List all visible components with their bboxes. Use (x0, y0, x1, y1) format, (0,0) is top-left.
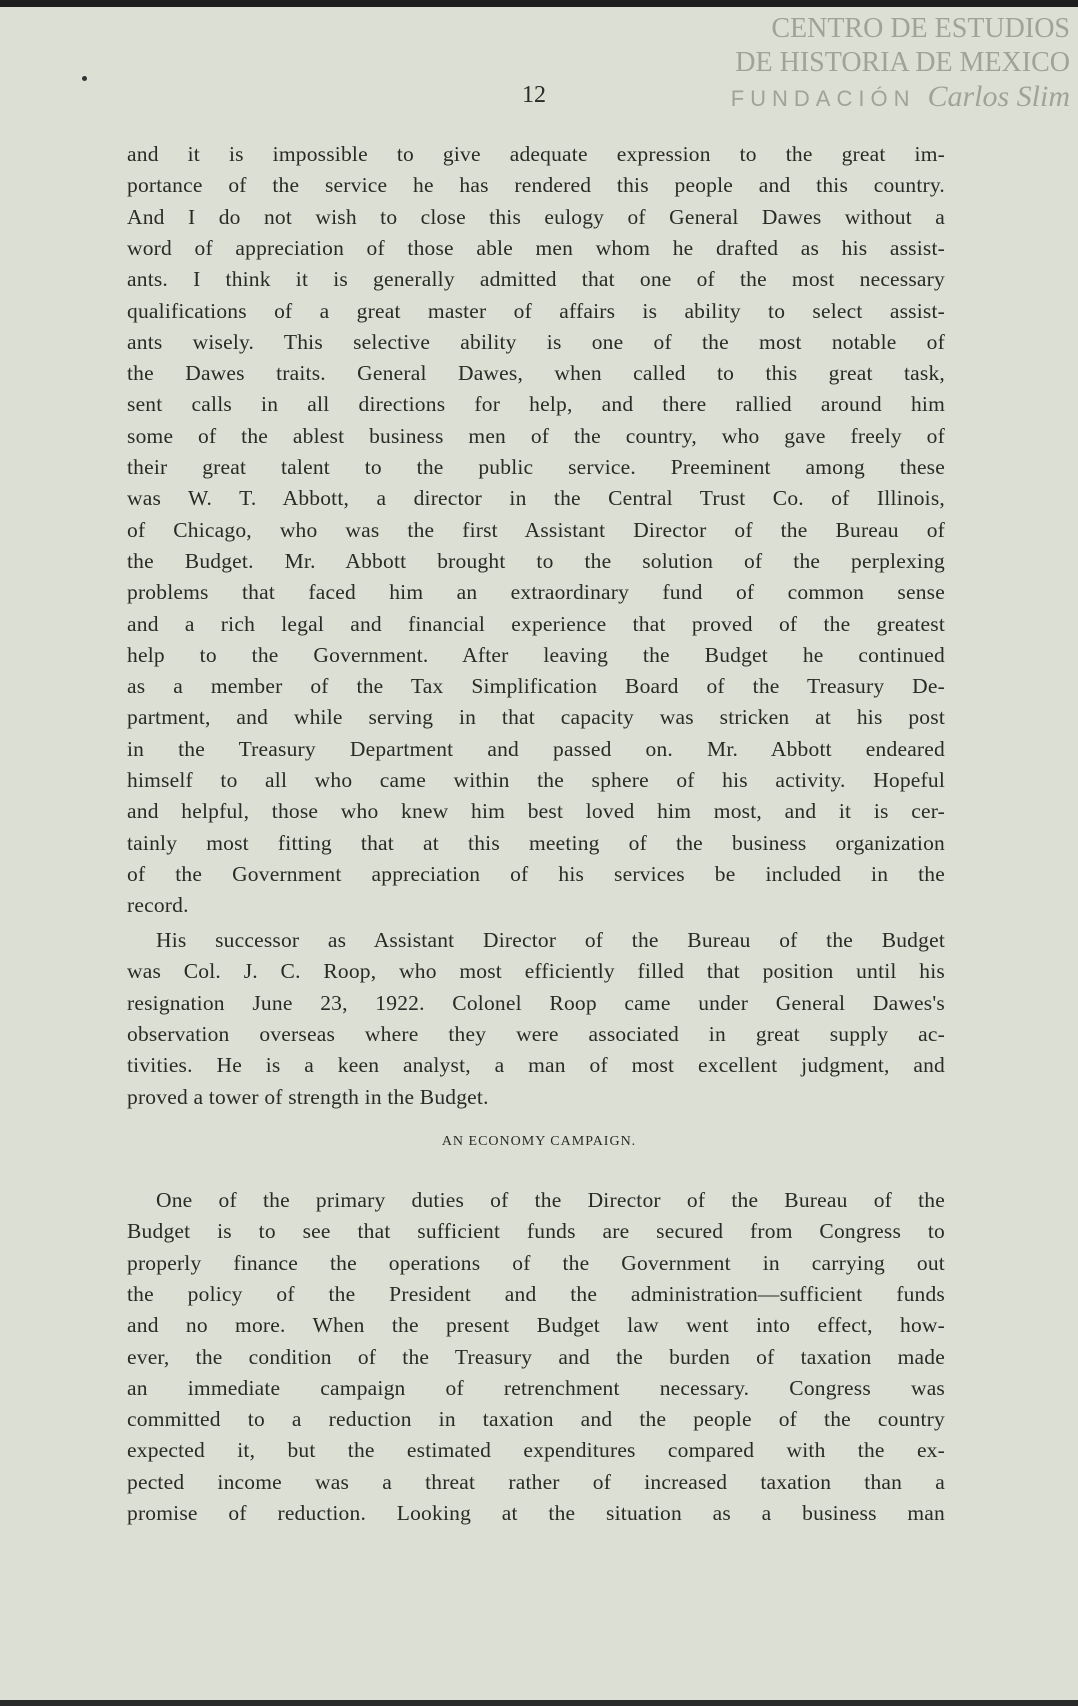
text-line: ants wisely. This selective ability is one of the most notable of (127, 329, 945, 354)
text-line: portance of the service he has rendered this people and this country. (127, 173, 945, 198)
watermark-line: CENTRO DE (771, 13, 928, 44)
watermark-line: DE HISTORIA (735, 47, 909, 78)
scan-bottom-border (0, 1700, 1078, 1706)
section-heading: AN ECONOMY CAMPAIGN. (441, 1134, 637, 1149)
watermark-logo (590, 12, 1070, 124)
watermark-row (590, 46, 1070, 80)
text-line: their great talent to the public service. Preeminent among these (127, 455, 945, 479)
text-line: record. (127, 893, 189, 918)
scan-top-border (0, 0, 1078, 7)
watermark-foundation: FUNDACIÓN (730, 86, 916, 111)
watermark-signature: Carlos Slim (927, 80, 1070, 113)
text-line: tivities. He is a keen analyst, a man of most excellent judgment, and (127, 1053, 945, 1078)
text-line: an immediate campaign of retrenchment necessary. Congress was (127, 1375, 945, 1400)
watermark-row (590, 80, 1070, 116)
text-line: and helpful, those who knew him best loved him most, and it is cer- (127, 799, 945, 824)
text-line: ever, the condition of the Treasury and the burden of taxation made (127, 1344, 945, 1369)
watermark-line: ESTUDIOS (934, 13, 1070, 44)
text-line: One of the primary duties of the Director of the Bureau of the (156, 1188, 945, 1212)
text-line: ants. I think it is generally admitted that one of the most necessary (127, 267, 945, 292)
text-line: and it is impossible to give adequate expression to the great im- (127, 142, 945, 166)
text-line: some of the ablest business men of the country, who gave freely of (127, 423, 945, 448)
text-line: was Col. J. C. Roop, who most efficiently filled that position until his (127, 959, 945, 984)
watermark-row (590, 12, 1070, 46)
text-line: observation overseas where they were associated in great supply ac- (127, 1021, 945, 1046)
text-line: in the Treasury Department and passed on. Mr. Abbott endeared (127, 736, 945, 761)
text-line: promise of reduction. Looking at the situation as a business man (127, 1501, 945, 1525)
text-line: himself to all who came within the sphere of his activity. Hopeful (127, 768, 945, 792)
text-line: expected it, but the estimated expenditures compared with the ex- (127, 1438, 945, 1463)
text-line: qualifications of a great master of affairs is ability to select assist- (127, 298, 945, 323)
text-line: committed to a reduction in taxation and the people of the country (127, 1407, 945, 1432)
text-line: And I do not wish to close this eulogy of General Dawes without a (127, 204, 945, 229)
text-line: tainly most fitting that at this meeting of the business organization (127, 830, 945, 855)
page-number: 12 (522, 82, 546, 108)
text-line: word of appreciation of those able men whom he drafted as his assist- (127, 235, 945, 260)
text-line: the Budget. Mr. Abbott brought to the solution of the perplexing (127, 548, 945, 573)
text-line: Budget is to see that sufficient funds are secured from Congress to (127, 1219, 945, 1244)
text-line: partment, and while serving in that capacity was stricken at his post (127, 705, 945, 730)
text-line: sent calls in all directions for help, and there rallied around him (127, 392, 945, 417)
text-line: pected income was a threat rather of increased taxation than a (127, 1469, 945, 1494)
text-line: and no more. When the present Budget law went into effect, how- (127, 1313, 945, 1338)
text-line: of the Government appreciation of his services be included in the (127, 861, 945, 886)
speck (82, 76, 87, 81)
text-line: of Chicago, who was the first Assistant Director of the Bureau of (127, 517, 945, 542)
text-line: His successor as Assistant Director of the Bureau of the Budget (156, 928, 945, 952)
text-line: help to the Government. After leaving the Budget he continued (127, 642, 945, 667)
text-line: was W. T. Abbott, a director in the Central Trust Co. of Illinois, (127, 486, 945, 511)
text-line: resignation June 23, 1922. Colonel Roop came under General Dawes's (127, 990, 945, 1015)
text-line: the policy of the President and the administration—sufficient funds (127, 1281, 945, 1306)
text-line: problems that faced him an extraordinary fund of common sense (127, 580, 945, 605)
text-line: as a member of the Tax Simplification Board of the Treasury De- (127, 674, 945, 699)
watermark-line: DE MEXICO (915, 47, 1070, 78)
text-line: properly finance the operations of the Government in carrying out (127, 1250, 945, 1275)
text-line: and a rich legal and financial experience that proved of the greatest (127, 611, 945, 636)
text-line: the Dawes traits. General Dawes, when called to this great task, (127, 361, 945, 386)
text-line: proved a tower of strength in the Budget. (127, 1084, 489, 1109)
